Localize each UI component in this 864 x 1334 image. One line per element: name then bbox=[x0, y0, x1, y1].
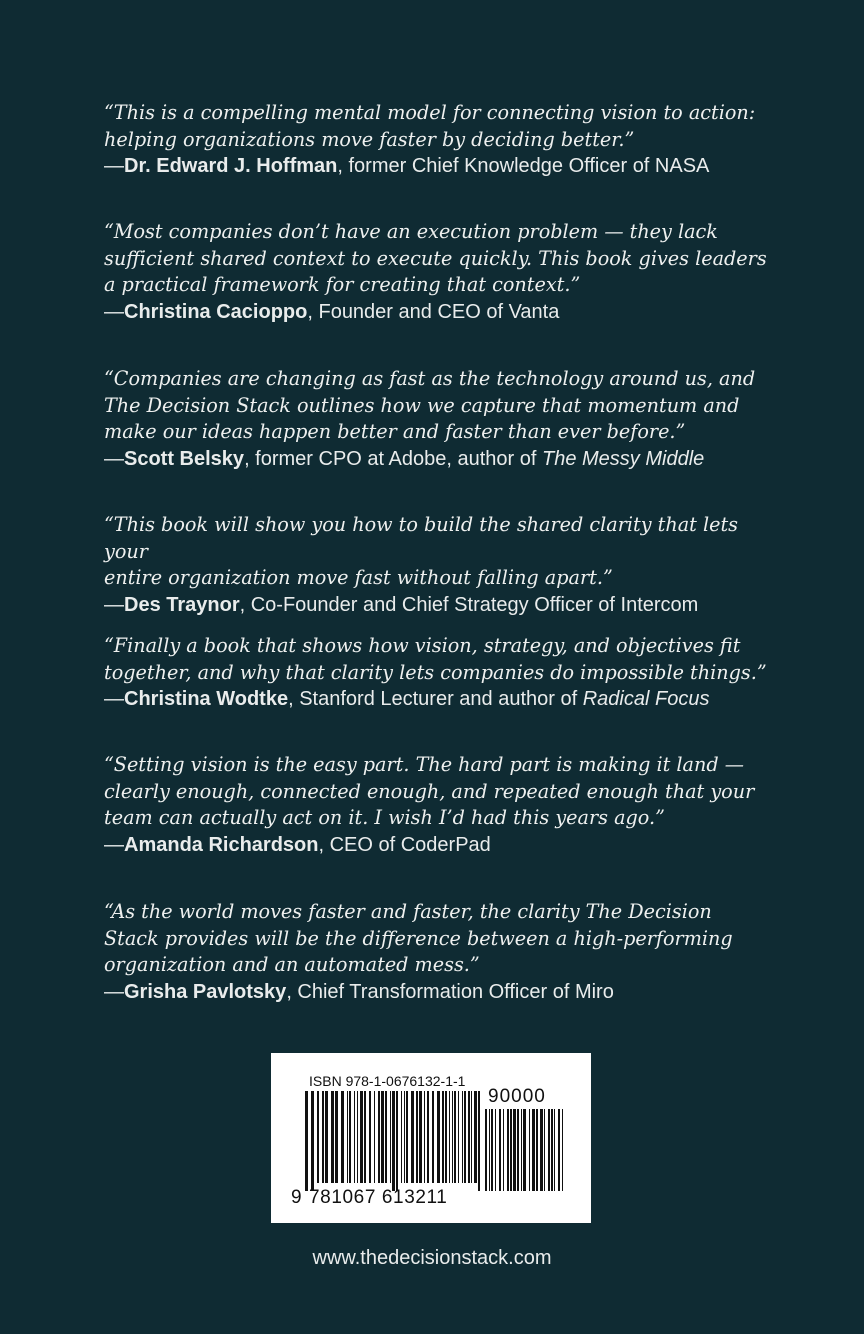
barcode-bar bbox=[325, 1091, 328, 1183]
barcode-bar bbox=[454, 1091, 456, 1183]
barcode-bar bbox=[513, 1109, 516, 1191]
blurb-cacioppo bbox=[104, 219, 784, 325]
endorser-role: , Chief Transformation Officer of Miro bbox=[286, 980, 614, 1003]
barcode-bar bbox=[468, 1091, 470, 1183]
barcode-bar bbox=[374, 1091, 375, 1183]
barcode-bar bbox=[452, 1091, 453, 1183]
quote-text: “This is a compelling mental model for connecting vision to action: helping organizations move faster by deciding better.” bbox=[104, 101, 756, 151]
barcode-bar bbox=[416, 1091, 418, 1183]
barcode-bar bbox=[507, 1109, 509, 1191]
barcode-bar bbox=[554, 1109, 555, 1191]
barcode-bar bbox=[331, 1091, 334, 1183]
attribution: —Des Traynor, Co-Founder and Chief Strategy Officer of Intercom bbox=[104, 593, 699, 616]
endorser-role: , former CPO at Adobe, author of bbox=[244, 447, 542, 470]
barcode-bar bbox=[364, 1091, 366, 1183]
blurb-richardson bbox=[104, 752, 784, 858]
barcode-bar bbox=[437, 1091, 440, 1183]
barcode-bar bbox=[517, 1109, 519, 1191]
endorser-name: Scott Belsky bbox=[124, 447, 245, 470]
barcode-bar bbox=[548, 1109, 550, 1191]
barcode-bar bbox=[381, 1091, 384, 1183]
blurb-wodtke bbox=[104, 633, 784, 712]
barcode-bar bbox=[491, 1109, 493, 1191]
barcode-bar bbox=[551, 1109, 553, 1191]
barcode-bar bbox=[311, 1091, 314, 1191]
endorser-name: Des Traynor bbox=[124, 593, 240, 616]
barcode-bar bbox=[562, 1109, 563, 1191]
blurb-traynor bbox=[104, 512, 784, 618]
endorser-name: Dr. Edward J. Hoffman bbox=[124, 155, 338, 177]
attribution: —Amanda Richardson, CEO of CoderPad bbox=[104, 833, 491, 856]
barcode-bar bbox=[378, 1091, 380, 1183]
addon-barcode-bars bbox=[485, 1109, 567, 1191]
barcode-bar bbox=[558, 1109, 560, 1191]
endorser-role: , Founder and CEO of Vanta bbox=[307, 300, 560, 323]
barcode-bar bbox=[369, 1091, 371, 1183]
quote-text: “Finally a book that shows how vision, strategy, and objectives fit together, and why that clarity lets companies do impossible things.” bbox=[104, 634, 767, 684]
endorser-role: , Stanford Lecturer and author of bbox=[288, 688, 583, 710]
barcode-bar bbox=[341, 1091, 344, 1183]
barcode-bar bbox=[347, 1091, 348, 1183]
barcode-bar bbox=[349, 1091, 351, 1183]
barcode-bar bbox=[474, 1091, 477, 1183]
barcode-bar bbox=[495, 1109, 496, 1191]
endorser-name: Amanda Richardson bbox=[124, 833, 319, 856]
barcode-bar bbox=[335, 1091, 338, 1183]
barcode-bar bbox=[489, 1109, 490, 1191]
barcode-bar bbox=[532, 1109, 535, 1191]
barcode-bars bbox=[305, 1091, 483, 1191]
barcode-bar bbox=[401, 1091, 402, 1183]
endorser-name: Christina Wodtke bbox=[124, 688, 289, 710]
barcode-bar bbox=[404, 1091, 405, 1183]
barcode-bar bbox=[521, 1109, 522, 1191]
endorser-name: Grisha Pavlotsky bbox=[124, 980, 287, 1003]
barcode-bar bbox=[317, 1091, 319, 1183]
barcode-bar bbox=[529, 1109, 530, 1191]
barcode-bar bbox=[390, 1091, 391, 1183]
isbn-barcode bbox=[271, 1053, 591, 1223]
barcode-bar bbox=[305, 1091, 308, 1191]
barcode-bar bbox=[503, 1109, 504, 1191]
barcode-bar bbox=[411, 1091, 414, 1183]
attribution: —Christina Wodtke, Stanford Lecturer and author of Radical Focus bbox=[104, 688, 710, 710]
barcode-bar bbox=[536, 1109, 538, 1191]
quote-text: “As the world moves faster and faster, the clarity The Decision Stack provides will be the difference between a high-performing organization and an automated mess.” bbox=[104, 900, 733, 976]
book-title: The Messy Middle bbox=[542, 447, 705, 470]
quote-text: “This book will show you how to build the shared clarity that lets your entire organization move fast without falling apart.” bbox=[104, 513, 739, 589]
blurb-hoffman bbox=[104, 100, 784, 179]
barcode-bar bbox=[424, 1091, 425, 1183]
barcode-bar bbox=[523, 1109, 526, 1191]
barcode-bar bbox=[432, 1091, 434, 1183]
barcode-bar bbox=[354, 1091, 355, 1183]
quote-text: “Most companies don’t have an execution problem — they lack sufficient shared context to execute quickly. This book gives leaders a practical framework for creating that context.” bbox=[104, 220, 767, 296]
quote-text: “Setting vision is the easy part. The hard part is making it land — clearly enough, connected enough, and repeated enough that your team can actually act on it. I wish I’d had this years ago.” bbox=[104, 753, 755, 829]
attribution: —Christina Cacioppo, Founder and CEO of Vanta bbox=[104, 300, 560, 323]
barcode-bar bbox=[419, 1091, 422, 1183]
price-code: 90000 bbox=[488, 1086, 546, 1107]
barcode-bar bbox=[396, 1091, 398, 1191]
barcode-bar bbox=[392, 1091, 395, 1191]
barcode-bar bbox=[449, 1091, 450, 1183]
endorser-role: , former Chief Knowledge Officer of NASA bbox=[337, 155, 710, 177]
attribution: —Scott Belsky, former CPO at Adobe, author of The Messy Middle bbox=[104, 447, 705, 470]
barcode-bar bbox=[544, 1109, 545, 1191]
endorser-role: , Co-Founder and Chief Strategy Officer of Intercom bbox=[239, 593, 699, 616]
barcode-bar bbox=[322, 1091, 324, 1183]
website-url: www.thedecisionstack.com bbox=[312, 1247, 552, 1269]
book-title: Radical Focus bbox=[582, 688, 710, 710]
barcode-bar bbox=[445, 1091, 447, 1183]
attribution: —Dr. Edward J. Hoffman, former Chief Knowledge Officer of NASA bbox=[104, 155, 710, 177]
barcode-digits: 781067 613211 bbox=[309, 1187, 448, 1208]
barcode-bar bbox=[485, 1109, 487, 1191]
barcode-bar bbox=[357, 1091, 358, 1183]
barcode-bar bbox=[442, 1091, 444, 1183]
endorser-role: , CEO of CoderPad bbox=[318, 833, 491, 856]
barcode-bar bbox=[360, 1091, 363, 1183]
barcode-bar bbox=[427, 1091, 429, 1183]
barcode-bar bbox=[385, 1091, 387, 1183]
attribution: —Grisha Pavlotsky, Chief Transformation Officer of Miro bbox=[104, 980, 614, 1003]
isbn-label: ISBN 978-1-0676132-1-1 bbox=[309, 1073, 466, 1089]
endorser-name: Christina Cacioppo bbox=[124, 300, 308, 323]
barcode-bar bbox=[471, 1091, 472, 1183]
barcode-bar bbox=[510, 1109, 512, 1191]
barcode-bar bbox=[478, 1091, 480, 1191]
barcode-bar bbox=[462, 1091, 463, 1183]
barcode-bar bbox=[458, 1091, 459, 1183]
blurb-belsky bbox=[104, 366, 784, 472]
barcode-bar bbox=[406, 1091, 408, 1183]
barcode-bar bbox=[499, 1109, 501, 1191]
quote-text: “Companies are changing as fast as the technology around us, and The Decision Stack outlines how we capture that momentum and make our ideas happen better and faster than ever before.” bbox=[104, 367, 756, 443]
barcode-bar bbox=[464, 1091, 466, 1183]
blurb-pavlotsky bbox=[104, 899, 784, 1005]
barcode-lead-digit: 9 bbox=[291, 1187, 302, 1208]
barcode-bar bbox=[540, 1109, 543, 1191]
